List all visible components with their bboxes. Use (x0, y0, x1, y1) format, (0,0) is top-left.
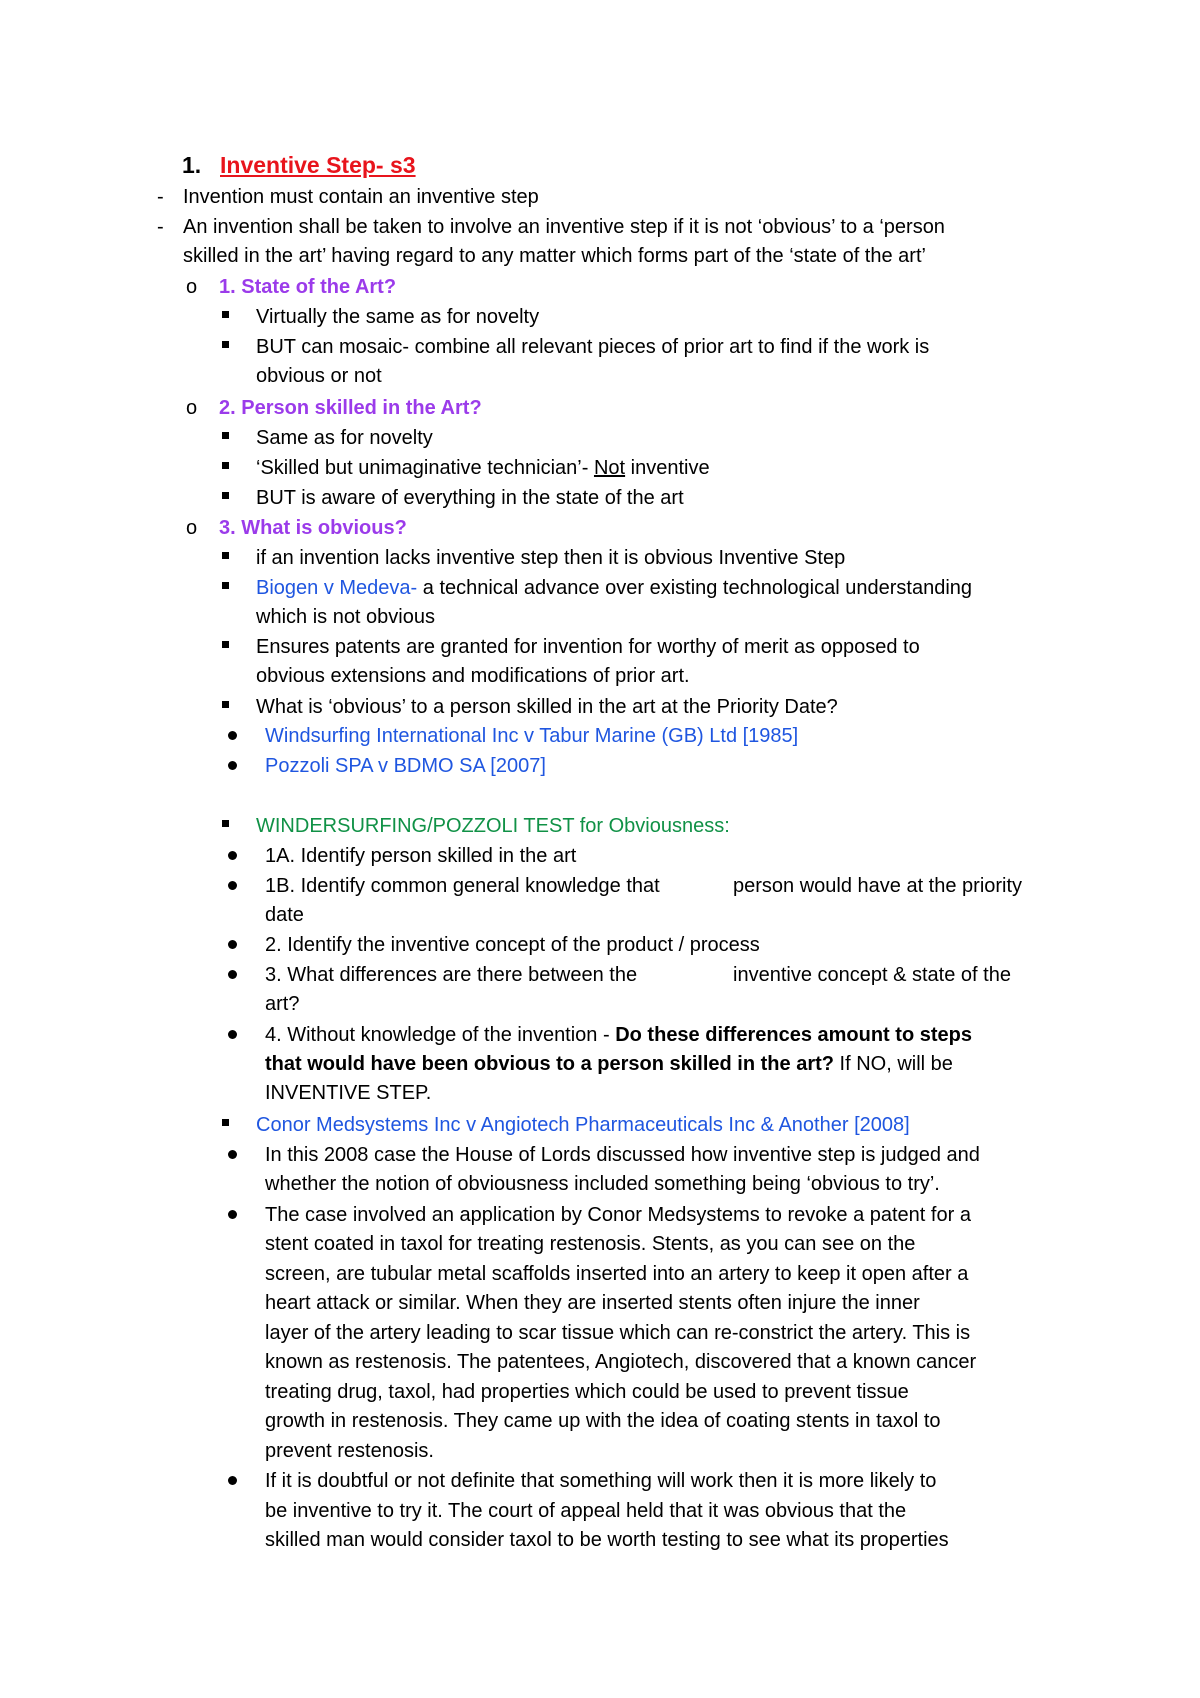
conor-p2-line2: stent coated in taxol for treating restenosis. Stents, as you can see on the (265, 1233, 916, 1255)
conor-p2-line1: The case involved an application by Conor Medsystems to revoke a patent for a (265, 1204, 971, 1226)
conor-p2-line3: screen, are tubular metal scaffolds inserted into an artery to keep it open after a (265, 1263, 969, 1285)
test-step-4-cont: that would have been obvious to a person skilled in the art? If NO, will be (265, 1053, 953, 1075)
square-bullet (222, 462, 229, 469)
case-biogen: Biogen v Medeva- (256, 577, 418, 599)
subheading-what-is-obvious: 3. What is obvious? (219, 517, 407, 539)
square-bullet (222, 341, 229, 348)
state-item-1: Virtually the same as for novelty (256, 306, 540, 328)
square-bullet (222, 641, 229, 648)
square-bullet (222, 701, 229, 708)
subheading-person-skilled: 2. Person skilled in the Art? (219, 397, 482, 419)
person-item-2: ‘Skilled but unimaginative technician’- Not inventive (256, 457, 710, 479)
sub-marker: o (186, 276, 198, 298)
person-item-3: BUT is aware of everything in the state of the art (256, 487, 684, 509)
conor-p2-line7: treating drug, taxol, had properties which could be used to prevent tissue (265, 1381, 909, 1403)
dash-item-1: Invention must contain an inventive step (183, 186, 539, 208)
not-underlined: Not (593, 457, 626, 479)
case-conor: Conor Medsystems Inc v Angiotech Pharmaceuticals Inc & Another [2008] (256, 1114, 910, 1136)
case-windsurfing: Windsurfing International Inc v Tabur Marine (GB) Ltd [1985] (265, 725, 799, 747)
round-bullet (228, 851, 237, 860)
round-bullet (228, 1476, 237, 1485)
test-step-1b: 1B. Identify common general knowledge that (265, 875, 660, 897)
test-step-3-tab: inventive concept & state of the (733, 964, 1011, 986)
conor-p3-line2: be inventive to try it. The court of appeal held that it was obvious that the (265, 1500, 907, 1522)
test-step-2: 2. Identify the inventive concept of the product / process (265, 934, 760, 956)
square-bullet (222, 820, 229, 827)
conor-p3-line3: skilled man would consider taxol to be worth testing to see what its properties (265, 1529, 949, 1551)
square-bullet (222, 552, 229, 559)
round-bullet (228, 731, 237, 740)
dash-item-2-cont: skilled in the art’ having regard to any matter which forms part of the ‘state of the art’ (183, 245, 926, 267)
sub-marker: o (186, 517, 198, 539)
round-bullet (228, 970, 237, 979)
round-bullet (228, 761, 237, 770)
conor-p2-line9: prevent restenosis. (265, 1440, 434, 1462)
conor-p2-line8: growth in restenosis. They came up with the idea of coating stents in taxol to (265, 1410, 941, 1432)
test-step-4-end: INVENTIVE STEP. (265, 1082, 432, 1104)
state-item-2: BUT can mosaic- combine all relevant pieces of prior art to find if the work is (256, 336, 930, 358)
test-step-3: 3. What differences are there between the (265, 964, 638, 986)
test-step-1a: 1A. Identify person skilled in the art (265, 845, 577, 867)
square-bullet (222, 492, 229, 499)
obvious-item-2-cont: which is not obvious (256, 606, 435, 628)
conor-p3-line1: If it is doubtful or not definite that something will work then it is more likely to (265, 1470, 937, 1492)
round-bullet (228, 1210, 237, 1219)
obvious-item-1: if an invention lacks inventive step then it is obvious Inventive Step (256, 547, 846, 569)
test-step-1b-cont: date (265, 904, 304, 926)
heading-title: Inventive Step- s3 (220, 152, 416, 178)
round-bullet (228, 940, 237, 949)
dash-item-2: An invention shall be taken to involve an inventive step if it is not ‘obvious’ to a ‘person (183, 216, 945, 238)
round-bullet (228, 881, 237, 890)
dash-marker: - (157, 186, 164, 208)
conor-p1-line1: In this 2008 case the House of Lords discussed how inventive step is judged and (265, 1144, 980, 1166)
square-bullet (222, 1119, 229, 1126)
conor-p2-line4: heart attack or similar. When they are inserted stents often injure the inner (265, 1292, 920, 1314)
round-bullet (228, 1150, 237, 1159)
heading-number: 1. (182, 152, 202, 178)
test-step-3-cont: art? (265, 993, 300, 1015)
person-item-1: Same as for novelty (256, 427, 433, 449)
square-bullet (222, 432, 229, 439)
obvious-item-3: Ensures patents are granted for invention for worthy of merit as opposed to (256, 636, 920, 658)
conor-p2-line6: known as restenosis. The patentees, Angiotech, discovered that a known cancer (265, 1351, 977, 1373)
case-pozzoli: Pozzoli SPA v BDMO SA [2007] (265, 755, 546, 777)
obvious-item-2: Biogen v Medeva- a technical advance over existing technological understanding (256, 577, 973, 599)
obvious-item-3-cont: obvious extensions and modifications of prior art. (256, 665, 690, 687)
conor-p2-line5: layer of the artery leading to scar tissue which can re-constrict the artery. This is (265, 1322, 971, 1344)
round-bullet (228, 1030, 237, 1039)
test-title: WINDERSURFING/POZZOLI TEST for Obviousness: (256, 815, 730, 837)
dash-marker: - (157, 216, 164, 238)
square-bullet (222, 582, 229, 589)
test-step-1b-tab: person would have at the priority (733, 875, 1023, 897)
subheading-state-of-art: 1. State of the Art? (219, 276, 397, 298)
sub-marker: o (186, 397, 198, 419)
square-bullet (222, 311, 229, 318)
state-item-2-cont: obvious or not (256, 365, 382, 387)
conor-p1-line2: whether the notion of obviousness included something being ‘obvious to try’. (265, 1173, 940, 1195)
test-step-4: 4. Without knowledge of the invention - Do these differences amount to steps (265, 1024, 972, 1046)
obvious-item-4: What is ‘obvious’ to a person skilled in the art at the Priority Date? (256, 696, 838, 718)
